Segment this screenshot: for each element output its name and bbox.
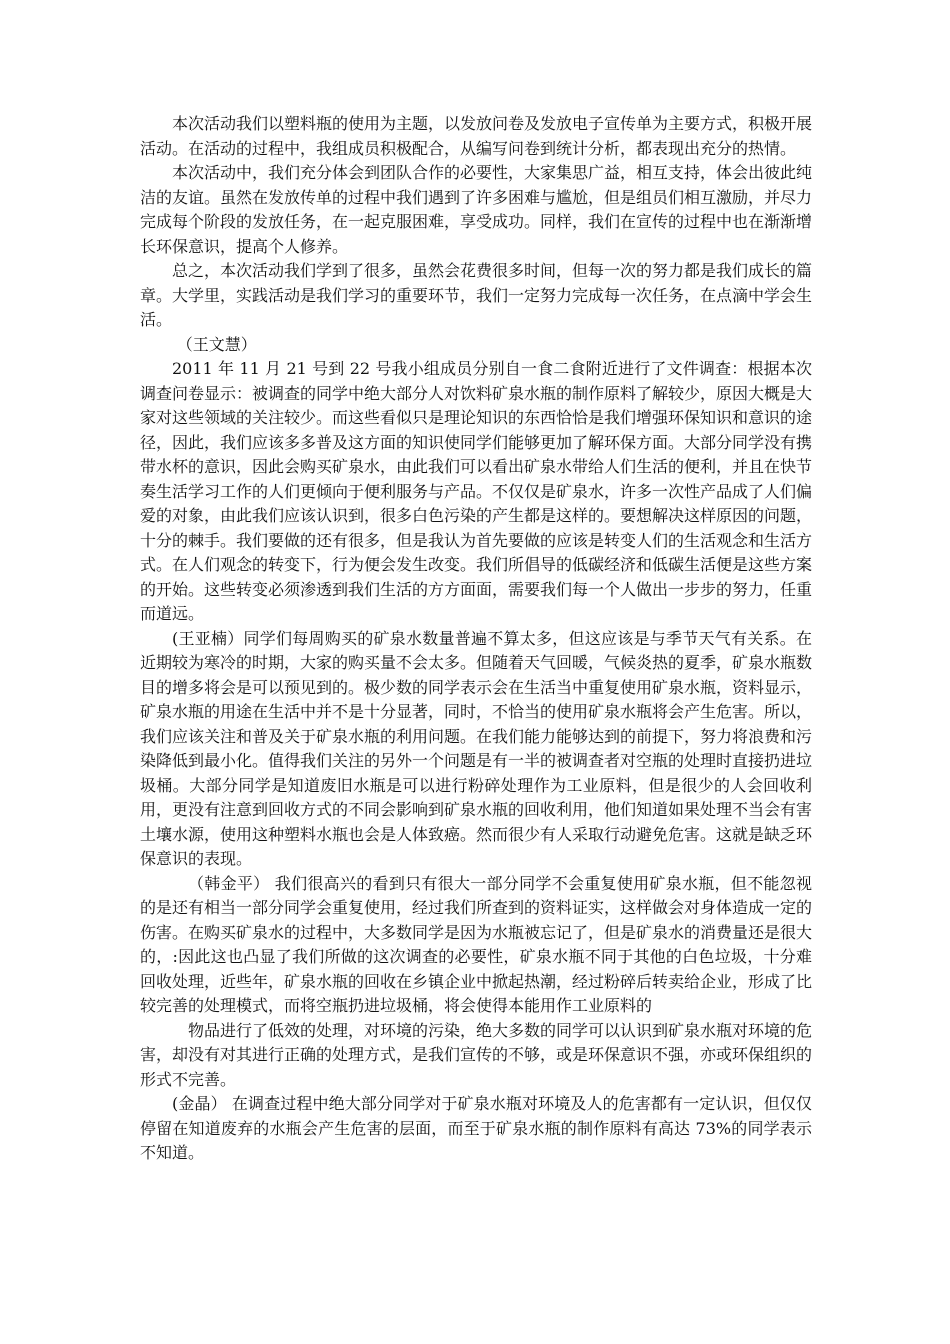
paragraph-survey-wang-wenhui: 2011 年 11 月 21 号到 22 号我小组成员分别自一食二食附近进行了文件调查：根据本次调查问卷显示：被调查的同学中绝大部分人对饮料矿泉水瓶的制作原料了解较少，原因大概是大家对这些领域的关注较少。而这些看似只是理论知识的东西恰恰是我们增强环保知识和意识的途径，因此，我们应该多多普及这方面的知识使同学们能够更加了解环保方面。大部分同学没有携带水杯的意识，因此会购买矿泉水，由此我们可以看出矿泉水带给人们生活的便利，并且在快节奏生活学习工作的人们更倾向于便利服务与产品。不仅仅是矿泉水，许多一次性产品成了人们偏爱的对象，由此我们应该认识到，很多白色污染的产生都是这样的。要想解决这样原因的问题，十分的棘手。我们要做的还有很多，但是我认为首先要做的应该是转变人们的生活观念和生活方式。在人们观念的转变下，行为便会发生改变。我们所倡导的低碳经济和低碳生活便是这些方案的开始。这些转变必须渗透到我们生活的方方面面，需要我们每一个人做出一步步的努力，任重而道远。 [140, 359, 813, 623]
paragraph-jin-jing: (金晶） 在调查过程中绝大部分同学对于矿泉水瓶对环境及人的危害都有一定认识，但仅仅停留在知道废弃的水瓶会产生危害的层面，而至于矿泉水瓶的制作原料有高达 73%的同学表示不知道。 [140, 1094, 812, 1162]
paragraph-teamwork: 本次活动中，我们充分体会到团队合作的必要性，大家集思广益，相互支持，体会出彼此纯洁的友谊。虽然在发放传单的过程中我们遇到了许多困难与尴尬，但是组员们相互激励，并尽力完成每个阶段的发放任务，在一起克服困难，享受成功。同样，我们在宣传的过程中也在渐渐增长环保意识，提高个人修养。 [140, 163, 813, 256]
paragraph-activity-theme: 本次活动我们以塑料瓶的使用为主题，以发放问卷及发放电子宣传单为主要方式，积极开展活动。在活动的过程中，我组成员积极配合，从编写问卷到统计分析，都表现出充分的热情。 [140, 114, 813, 158]
paragraph-conclusion: 总之，本次活动我们学到了很多，虽然会花费很多时间，但每一次的努力都是我们成长的篇章。大学里，实践活动是我们学习的重要环节，我们一定努力完成每一次任务，在点滴中学会生活。 [140, 261, 813, 329]
paragraph-wang-yanan: (王亚楠）同学们每周购买的矿泉水数量普遍不算太多，但这应该是与季节天气有关系。在近期较为寒冷的时期，大家的购买量不会太多。但随着天气回暖，气候炎热的夏季，矿泉水瓶数目的增多将会是可以预见到的。极少数的同学表示会在生活当中重复使用矿泉水瓶，资料显示，矿泉水瓶的用途在生活中并不是十分显著，同时，不恰当的使用矿泉水瓶将会产生危害。所以，我们应该关注和普及关于矿泉水瓶的利用问题。在我们能力能够达到的前提下，努力将浪费和污染降低到最小化。值得我们关注的另外一个问题是有一半的被调查者对空瓶的处理时直接扔进垃圾桶。大部分同学是知道废旧水瓶是可以进行粉碎处理作为工业原料，但是很少的人会回收利用，更没有注意到回收方式的不同会影响到矿泉水瓶的回收利用，他们知道如果处理不当会有害土壤水源，使用这种塑料水瓶也会是人体致癌。然而很少有人采取行动避免危害。这就是缺乏环保意识的表现。 [140, 628, 813, 868]
author-wang-wenhui: （王文慧） [176, 334, 257, 354]
paragraph-han-jinping-continued: 物品进行了低效的处理，对环境的污染，绝大多数的同学可以认识到矿泉水瓶对环境的危害，却没有对其进行正确的处理方式，是我们宣传的不够，或是环保意识不强，亦或环保组织的形式不完善。 [140, 1020, 813, 1089]
document-body [140, 112, 812, 1166]
paragraph-han-jinping: （韩金平） 我们很高兴的看到只有很大一部分同学不会重复使用矿泉水瓶，但不能忽视的是还有相当一部分同学会重复使用，经过我们所查到的资料证实，这样做会对身体造成一定的伤害。在购买矿泉水的过程中，大多数同学是因为水瓶被忘记了，但是矿泉水的消费量还是很大的，:因此这也凸显了我们所做的这次调查的必要性，矿泉水瓶不同于其他的白色垃圾，十分难回收处理，近些年，矿泉水瓶的回收在乡镇企业中掀起热潮，经过粉碎后转卖给企业，形成了比较完善的处理模式，而将空瓶扔进垃圾桶，将会使得本能用作工业原料的 [140, 873, 813, 1015]
